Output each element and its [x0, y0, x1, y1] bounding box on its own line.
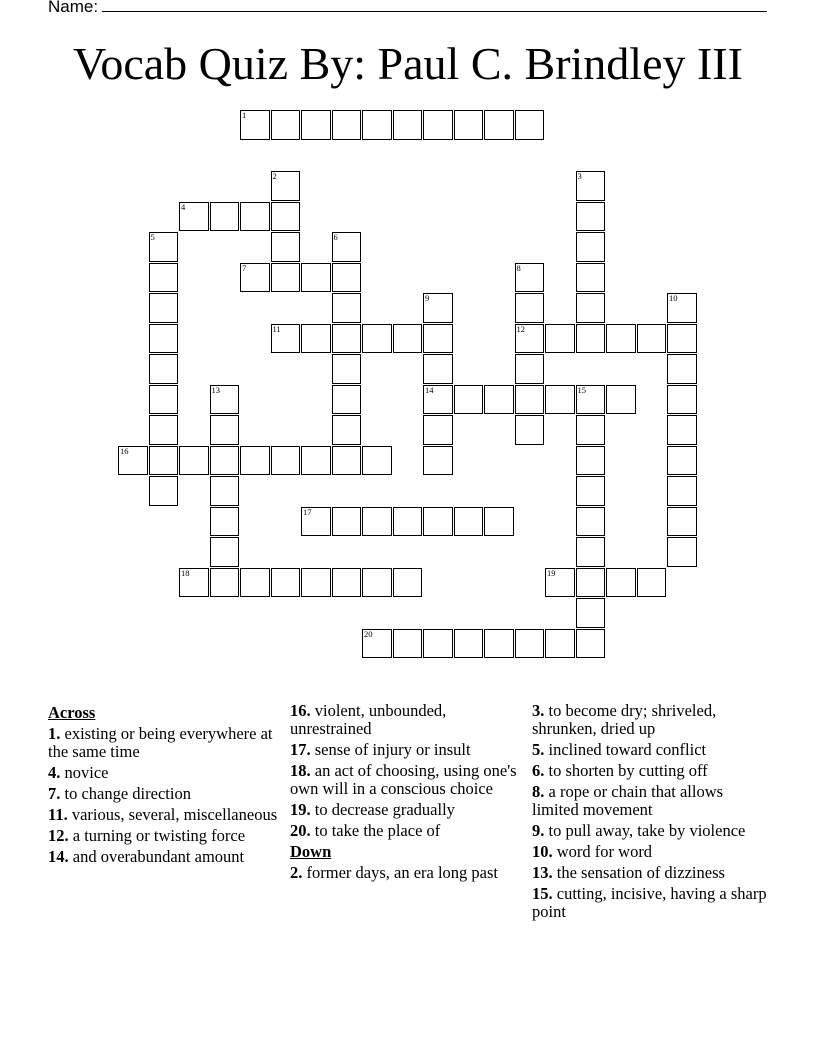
grid-cell[interactable]: [393, 507, 423, 537]
clue-number: 3: [577, 171, 582, 181]
grid-cell[interactable]: [301, 568, 331, 598]
grid-cell[interactable]: [667, 385, 697, 415]
grid-cell[interactable]: [210, 568, 240, 598]
grid-cell[interactable]: [210, 507, 240, 537]
clue-down-6: 6. to shorten by cutting off: [532, 761, 708, 780]
grid-cell[interactable]: [423, 324, 453, 354]
clue-number: 20: [364, 628, 373, 639]
clue-across-14: 14. and overabundant amount: [48, 847, 245, 866]
clue-down-8: 8. a rope or chain that allows limited movement: [532, 782, 724, 819]
grid-cell[interactable]: [576, 537, 606, 567]
clue-down-3: 3. to become dry; shriveled, shrunken, dried up: [532, 701, 717, 738]
grid-cell[interactable]: [454, 507, 484, 537]
grid-cell[interactable]: [149, 385, 179, 415]
grid-cell[interactable]: [393, 110, 423, 140]
grid-cell[interactable]: [576, 476, 606, 506]
grid-cell[interactable]: [362, 507, 392, 537]
down-heading: Down: [290, 842, 332, 861]
clue-number: 2: [272, 171, 277, 181]
grid-cell[interactable]: [301, 446, 331, 476]
clue-number: 16: [120, 445, 129, 456]
grid-cell[interactable]: [149, 293, 179, 323]
grid-cell[interactable]: [271, 568, 301, 598]
grid-cell[interactable]: [271, 232, 301, 262]
clue-number: 4: [181, 201, 186, 212]
grid-cell[interactable]: [515, 110, 545, 140]
grid-cell[interactable]: [606, 385, 636, 415]
grid-cell[interactable]: [332, 293, 362, 323]
grid-cell[interactable]: [332, 110, 362, 140]
grid-cell[interactable]: [576, 324, 606, 354]
grid-cell[interactable]: [271, 446, 301, 476]
grid-cell[interactable]: [301, 263, 331, 293]
clue-across-12: 12. a turning or twisting force: [48, 826, 246, 845]
grid-cell[interactable]: [667, 446, 697, 476]
clue-across-1: 1. existing or being everywhere at the same time: [48, 724, 273, 761]
grid-cell[interactable]: [423, 446, 453, 476]
grid-cell[interactable]: [332, 568, 362, 598]
grid-cell[interactable]: [484, 629, 514, 659]
grid-cell[interactable]: [332, 354, 362, 384]
clue-across-4: 4. novice: [48, 763, 109, 782]
grid-cell[interactable]: [667, 476, 697, 506]
grid-cell[interactable]: [515, 415, 545, 445]
clue-number: 6: [333, 232, 338, 242]
grid-cell[interactable]: [515, 385, 545, 415]
clue-across-18: 18. an act of choosing, using one's own will in a conscious choice: [290, 761, 517, 798]
grid-cell[interactable]: [454, 110, 484, 140]
grid-cell[interactable]: [149, 263, 179, 293]
clue-number: 13: [211, 384, 220, 395]
clue-number: 9: [425, 293, 430, 303]
grid-cell[interactable]: [301, 110, 331, 140]
grid-cell[interactable]: [515, 293, 545, 323]
grid-cell[interactable]: [423, 354, 453, 384]
grid-cell[interactable]: [240, 568, 270, 598]
clue-number: 7: [242, 262, 247, 273]
clue-down-10: 10. word for word: [532, 842, 653, 861]
clue-number: 1: [242, 110, 247, 120]
grid-cell[interactable]: [149, 354, 179, 384]
grid-cell[interactable]: [515, 629, 545, 659]
grid-cell[interactable]: [149, 415, 179, 445]
grid-cell[interactable]: [210, 415, 240, 445]
clue-down-15: 15. cutting, incisive, having a sharp point: [532, 884, 767, 921]
grid-cell[interactable]: [454, 385, 484, 415]
grid-cell[interactable]: [210, 202, 240, 232]
clue-down-13: 13. the sensation of dizziness: [532, 863, 725, 882]
grid-cell[interactable]: [667, 354, 697, 384]
grid-cell[interactable]: [484, 507, 514, 537]
clue-down-9: 9. to pull away, take by violence: [532, 821, 746, 840]
grid-cell[interactable]: [576, 415, 606, 445]
grid-cell[interactable]: [576, 446, 606, 476]
clue-column-3: [532, 702, 768, 924]
clue-down-2: 2. former days, an era long past: [290, 863, 499, 882]
grid-cell[interactable]: [240, 446, 270, 476]
grid-cell[interactable]: [545, 629, 575, 659]
grid-cell[interactable]: [423, 415, 453, 445]
clue-across-11: 11. various, several, miscellaneous: [48, 805, 278, 824]
grid-cell[interactable]: [332, 415, 362, 445]
clue-column-2: [290, 702, 526, 885]
grid-cell[interactable]: [271, 110, 301, 140]
clue-number: 11: [272, 323, 281, 334]
grid-cell[interactable]: [667, 415, 697, 445]
grid-cell[interactable]: [362, 324, 392, 354]
grid-cell[interactable]: [423, 110, 453, 140]
grid-cell[interactable]: [332, 263, 362, 293]
grid-cell[interactable]: [271, 263, 301, 293]
page-title: Vocab Quiz By: Paul C. Brindley III: [73, 38, 743, 89]
clue-number: 19: [547, 567, 556, 578]
grid-cell[interactable]: [332, 507, 362, 537]
grid-cell[interactable]: [606, 324, 636, 354]
grid-cell[interactable]: [545, 385, 575, 415]
grid-cell[interactable]: [637, 324, 667, 354]
grid-cell[interactable]: [393, 324, 423, 354]
grid-cell[interactable]: [149, 446, 179, 476]
grid-cell[interactable]: [210, 446, 240, 476]
grid-cell[interactable]: [393, 629, 423, 659]
grid-cell[interactable]: [667, 324, 697, 354]
grid-cell[interactable]: [423, 507, 453, 537]
grid-cell[interactable]: [362, 446, 392, 476]
clue-across-19: 19. to decrease gradually: [290, 800, 455, 819]
grid-cell[interactable]: [393, 568, 423, 598]
clue-column-1: [48, 702, 284, 869]
grid-cell[interactable]: [240, 202, 270, 232]
grid-cell[interactable]: [576, 263, 606, 293]
clue-across-16: 16. violent, unbounded, unrestrained: [290, 701, 447, 738]
grid-cell[interactable]: [332, 385, 362, 415]
name-label: Name:: [48, 0, 99, 16]
grid-cell[interactable]: [576, 568, 606, 598]
grid-cell[interactable]: [454, 629, 484, 659]
grid-cell[interactable]: [576, 507, 606, 537]
grid-cell[interactable]: [332, 446, 362, 476]
grid-cell[interactable]: [179, 446, 209, 476]
clue-number: 17: [303, 506, 312, 517]
clue-number: 12: [516, 323, 525, 334]
grid-cell[interactable]: [332, 324, 362, 354]
clue-across-20: 20. to take the place of: [290, 821, 441, 840]
grid-cell[interactable]: [271, 202, 301, 232]
clue-number: 18: [181, 567, 190, 578]
grid-cell[interactable]: [362, 110, 392, 140]
grid-cell[interactable]: [576, 629, 606, 659]
grid-cell[interactable]: [667, 507, 697, 537]
grid-cell[interactable]: [210, 537, 240, 567]
clue-number: 5: [150, 232, 155, 242]
clue-number: 15: [577, 384, 586, 395]
grid-cell[interactable]: [576, 232, 606, 262]
grid-cell[interactable]: [423, 629, 453, 659]
clue-number: 14: [425, 384, 434, 395]
grid-cell[interactable]: [484, 385, 514, 415]
grid-cell[interactable]: [576, 598, 606, 628]
grid-cell[interactable]: [576, 202, 606, 232]
clue-down-5: 5. inclined toward conflict: [532, 740, 707, 759]
clue-number: 10: [669, 293, 678, 303]
grid-cell[interactable]: [484, 110, 514, 140]
grid-cell[interactable]: [149, 476, 179, 506]
clue-across-7: 7. to change direction: [48, 784, 191, 803]
grid-cell[interactable]: [606, 568, 636, 598]
grid-cell[interactable]: [637, 568, 667, 598]
clue-number: 8: [516, 262, 521, 273]
grid-cell[interactable]: [362, 568, 392, 598]
grid-cell[interactable]: [149, 324, 179, 354]
clue-across-17: 17. sense of injury or insult: [290, 740, 471, 759]
grid-cell[interactable]: [301, 324, 331, 354]
grid-cell[interactable]: [515, 354, 545, 384]
grid-cell[interactable]: [576, 293, 606, 323]
grid-cell[interactable]: [210, 476, 240, 506]
grid-cell[interactable]: [667, 537, 697, 567]
across-heading: Across: [48, 703, 96, 722]
grid-cell[interactable]: [545, 324, 575, 354]
